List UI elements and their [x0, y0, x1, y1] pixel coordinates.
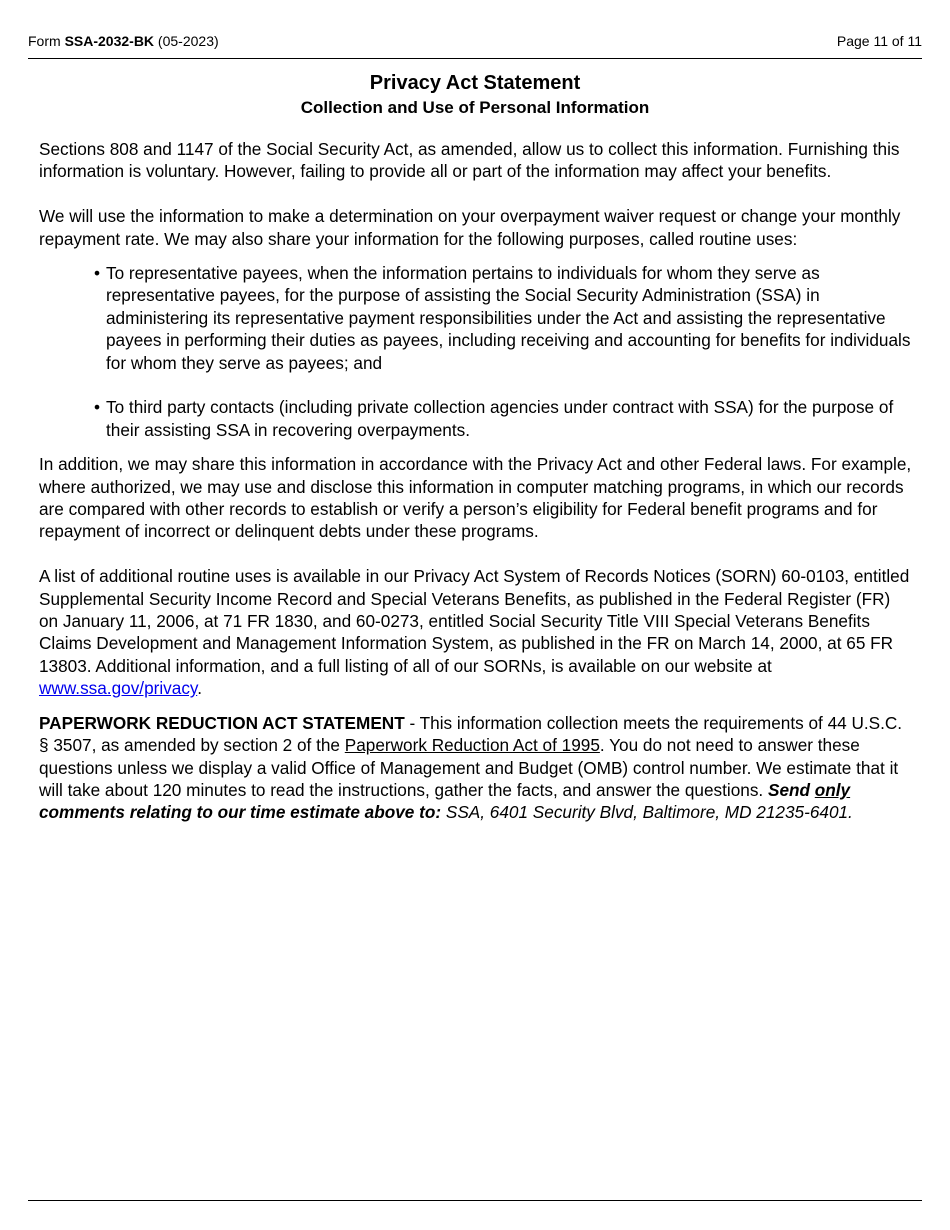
- mailing-address: SSA, 6401 Security Blvd, Baltimore, MD 21235-6401.: [441, 802, 853, 823]
- sorn-end: .: [197, 678, 203, 699]
- pra-text-2: . You do not need to answer these questions unless we display a valid Office of Management and Budget (OMB) control number. We estimate that it will take about 120 minutes to read the instructions, gather the facts, and answer the questions.: [39, 735, 899, 800]
- page-subtitle: Collection and Use of Personal Information: [300, 98, 650, 117]
- privacy-website-link[interactable]: www.ssa.gov/privacy: [39, 678, 198, 699]
- authority-paragraph: Sections 808 and 1147 of the Social Security Act, as amended, allow us to collect this information. Furnishing this information is voluntary. However, failing to provide all or part of the information may affect your benefits.: [39, 139, 900, 182]
- list-item: [94, 396, 914, 441]
- purpose-paragraph: We will use the information to make a determination on your overpayment waiver request or change your monthly repayment rate. We may also share your information for the following purposes, called routine uses:: [39, 206, 901, 249]
- page-number: Page 11 of 11: [836, 33, 922, 49]
- only-label: only: [814, 779, 851, 800]
- list-item: [94, 262, 914, 374]
- bullet-icon: •: [94, 397, 101, 418]
- form-identifier: [28, 33, 219, 49]
- page-header: [28, 30, 922, 59]
- list-item-text: To third party contacts (including private collection agencies under contract with SSA) for the purpose of their assisting SSA in recovering overpayments.: [106, 397, 894, 440]
- disclosure-paragraph: In addition, we may share this information in accordance with the Privacy Act and other Federal laws. For example, where authorized, we may use and disclose this information in computer matching programs, in which our records are compared with other records to establish or verify a person’s eligibility for Federal benefit programs and for repayment of incorrect or delinquent debts under these programs.: [39, 454, 912, 542]
- form-prefix: Form: [28, 33, 65, 49]
- footer-divider: [28, 1200, 922, 1201]
- routine-uses-list: [94, 262, 914, 441]
- form-date: (05-2023): [154, 33, 219, 49]
- paperwork-reduction-paragraph: [39, 712, 914, 824]
- paperwork-reduction-act-link: Paperwork Reduction Act of 1995: [344, 735, 600, 756]
- page-title: Privacy Act Statement: [369, 72, 581, 94]
- send-label: Send: [767, 779, 815, 800]
- pra-heading: PAPERWORK REDUCTION ACT STATEMENT: [39, 712, 405, 733]
- sorn-text: A list of additional routine uses is available in our Privacy Act System of Records Notices (SORN) 60-0103, entitled Supplemental Security Income Record and Special Veterans Benefits, as published in the Federal Register (FR) on January 11, 2006, at 71 FR 1830, and 60-0273, entitled Social Security Title VIII Special Veterans Benefits Claims Development and Management Information System, as published in the FR on March 14, 2000, at 65 FR 13803. Additional information, and a full listing of all of our SORNs, is available on our website at: [39, 566, 910, 676]
- sorn-paragraph: [39, 565, 914, 699]
- list-item-text: To representative payees, when the information pertains to individuals for whom they serve as representative payees, for the purpose of assisting the Social Security Administration (SSA) in administering its representative payment responsibilities under the Act and assisting the representative payees in performing their duties as payees, including receiving and accounting for benefits for individuals for whom they serve as payees; and: [106, 263, 911, 373]
- comments-label: comments relating to our time estimate above to:: [39, 802, 442, 823]
- form-number: SSA-2032-BK: [64, 33, 155, 49]
- bullet-icon: •: [94, 263, 101, 284]
- pra-text-1: - This information collection meets the requirements of 44 U.S.C. § 3507, as amended by section 2 of the: [39, 712, 903, 756]
- document-body: [39, 138, 914, 824]
